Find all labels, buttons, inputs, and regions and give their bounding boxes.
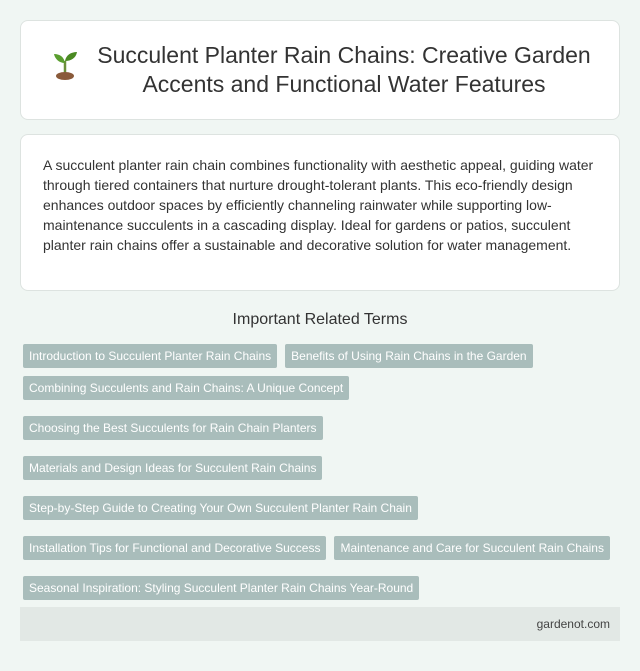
related-term-tag[interactable]: Choosing the Best Succulents for Rain Chain Planters <box>23 416 323 440</box>
related-term-tag[interactable]: Introduction to Succulent Planter Rain Chains <box>23 344 277 368</box>
related-terms-heading: Important Related Terms <box>232 311 408 328</box>
related-term-tag[interactable]: Maintenance and Care for Succulent Rain Chains <box>334 536 609 560</box>
footer <box>20 607 620 641</box>
related-term-tag[interactable]: Combining Succulents and Rain Chains: A Unique Concept <box>23 376 349 400</box>
footer-site-link[interactable]: gardenot.com <box>536 617 610 631</box>
related-term-tag[interactable]: Step-by-Step Guide to Creating Your Own Succulent Planter Rain Chain <box>23 496 418 520</box>
summary-card <box>20 134 620 291</box>
related-term-tag[interactable]: Materials and Design Ideas for Succulent Rain Chains <box>23 456 322 480</box>
summary-text: A succulent planter rain chain combines functionality with aesthetic appeal, guiding water through tiered containers that nurture drought-tolerant plants. This eco-friendly design enhances outdoor spaces by efficiently channeling rainwater while supporting low-maintenance succulents in a cascading display. Ideal for gardens or patios, succulent planter rain chains offer a sustainable and decorative solution for water management. <box>43 157 594 253</box>
page-title: Succulent Planter Rain Chains: Creative Garden Accents and Functional Water Features <box>97 42 591 97</box>
related-term-tag[interactable]: Seasonal Inspiration: Styling Succulent Planter Rain Chains Year-Round <box>23 576 419 600</box>
related-term-tag[interactable]: Benefits of Using Rain Chains in the Garden <box>285 344 532 368</box>
header-card <box>20 20 620 120</box>
sprout-icon <box>45 45 85 81</box>
title-row <box>45 41 595 99</box>
related-term-tag[interactable]: Installation Tips for Functional and Decorative Success <box>23 536 326 560</box>
related-terms-list <box>23 344 623 640</box>
